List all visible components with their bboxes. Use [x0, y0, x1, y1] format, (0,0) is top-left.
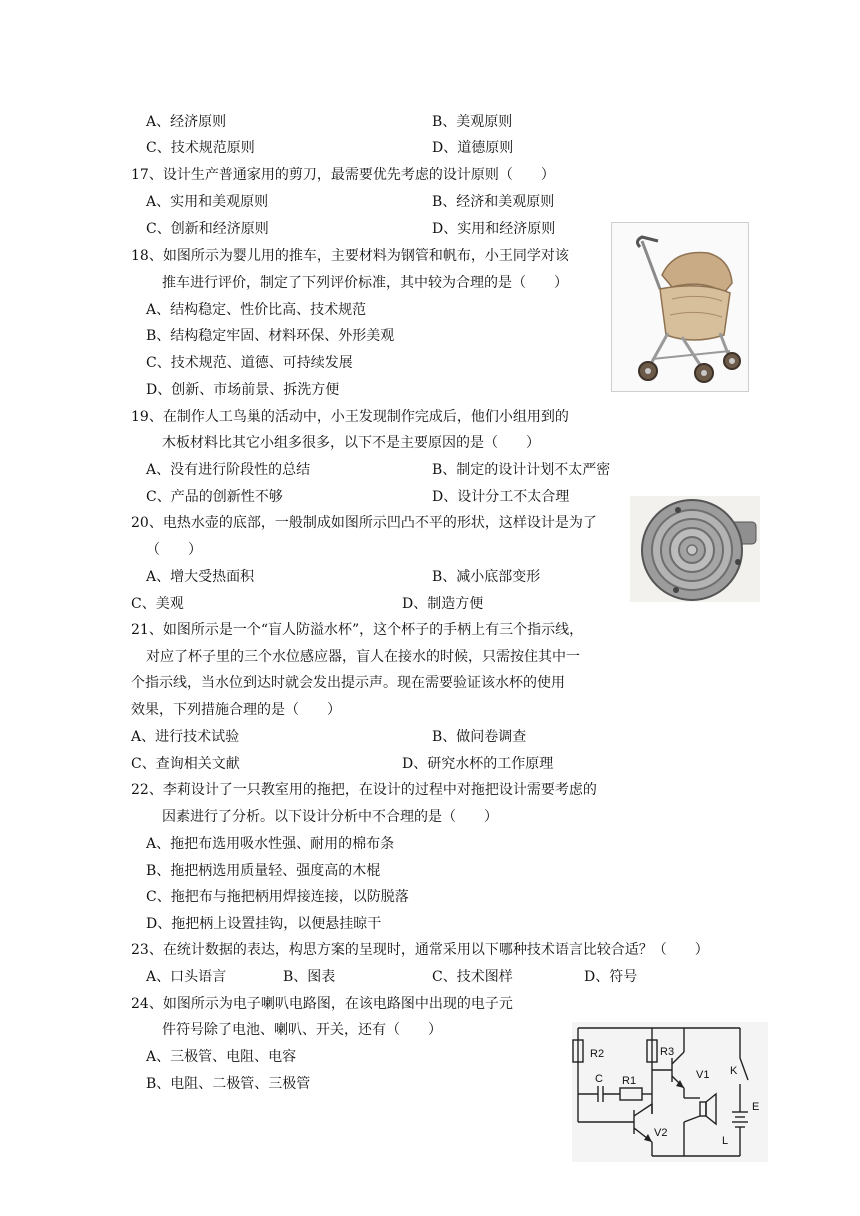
q21-stem-line3: 个指示线，当水位到达时就会发出提示声。现在需要验证该水杯的使用 [131, 675, 565, 691]
q18-option-c: C、技术规范、道德、可持续发展 [146, 355, 353, 371]
label-c: C [595, 1073, 603, 1085]
q21-option-b: B、做问卷调查 [432, 729, 527, 745]
q21-option-a: A、进行技术试验 [131, 729, 240, 745]
q22-option-c: C、拖把布与拖把柄用焊接连接，以防脱落 [146, 889, 409, 905]
q21-stem-line4: 效果，下列措施合理的是（ ） [131, 702, 341, 718]
q19-option-b: B、制定的设计计划不太严密 [432, 462, 611, 478]
q21-stem-line2: 对应了杯子里的三个水位感应器，盲人在接水的时候，只需按住其中一 [146, 649, 580, 665]
q20-option-a: A、增大受热面积 [146, 569, 255, 585]
option-b: B、美观原则 [432, 114, 513, 130]
q20-option-d: D、制造方便 [402, 596, 484, 612]
speaker-circuit-diagram [572, 1022, 768, 1162]
label-r1: R1 [622, 1075, 637, 1087]
q23-option-b: B、图表 [283, 969, 336, 985]
q23-stem: 23、在统计数据的表达，构思方案的呈现时，通常采用以下哪种技术语言比较合适？（ ） [131, 942, 709, 958]
option-a: A、经济原则 [146, 114, 227, 130]
kettle-bottom-image [630, 496, 760, 602]
q18-stem-line1: 18、如图所示为婴儿用的推车，主要材料为钢管和帆布，小王同学对该 [131, 248, 569, 264]
q24-stem-line1: 24、如图所示为电子喇叭电路图，在该电路图中出现的电子元 [131, 996, 513, 1012]
q19-stem-line2: 木板材料比其它小组多很多，以下不是主要原因的是（ ） [162, 435, 540, 451]
q21-option-d: D、研究水杯的工作原理 [402, 756, 554, 772]
q18-option-b: B、结构稳定牢固、材料环保、外形美观 [146, 328, 395, 344]
q18-stem-line2: 推车进行评价，制定了下列评价标准，其中较为合理的是（ ） [162, 275, 568, 291]
q23-option-c: C、技术图样 [432, 969, 513, 985]
label-e: E [752, 1101, 760, 1113]
q21-stem-line1: 21、如图所示是一个“盲人防溢水杯”，这个杯子的手柄上有三个指示线， [131, 622, 584, 638]
q22-stem-line2: 因素进行了分析。以下设计分析中不合理的是（ ） [162, 809, 498, 825]
option-c: C、技术规范原则 [146, 140, 255, 156]
q22-option-b: B、拖把柄选用质量轻、强度高的木棍 [146, 863, 381, 879]
label-v2: V2 [654, 1127, 668, 1139]
q22-option-a: A、拖把布选用吸水性强、耐用的棉布条 [146, 836, 395, 852]
q17-option-c: C、创新和经济原则 [146, 221, 269, 237]
q22-stem-line1: 22、李莉设计了一只教室用的拖把，在设计的过程中对拖把设计需要考虑的 [131, 782, 597, 798]
q23-option-d: D、符号 [584, 969, 638, 985]
q24-option-b: B、电阻、二极管、三极管 [146, 1076, 311, 1092]
q20-stem-line2: （ ） [146, 542, 202, 558]
q19-stem-line1: 19、在制作人工鸟巢的活动中，小王发现制作完成后，他们小组用到的 [131, 409, 569, 425]
label-r3: R3 [660, 1046, 675, 1058]
q17-option-b: B、经济和美观原则 [432, 194, 555, 210]
q17-option-a: A、实用和美观原则 [146, 194, 269, 210]
q17-stem: 17、设计生产普通家用的剪刀，最需要优先考虑的设计原则（ ） [131, 167, 555, 183]
q19-option-d: D、设计分工不太合理 [432, 489, 570, 505]
q22-option-d: D、拖把柄上设置挂钩，以便悬挂晾干 [146, 916, 382, 932]
option-d: D、道德原则 [432, 140, 514, 156]
label-r2: R2 [590, 1048, 605, 1060]
label-k: K [730, 1065, 738, 1077]
q18-option-a: A、结构稳定、性价比高、技术规范 [146, 302, 367, 318]
label-l: L [722, 1135, 729, 1147]
stroller-image [611, 222, 749, 392]
q21-option-c: C、查询相关文献 [131, 756, 240, 772]
q19-option-c: C、产品的创新性不够 [146, 489, 283, 505]
q20-option-c: C、美观 [131, 596, 184, 612]
q20-stem-line1: 20、电热水壶的底部，一般制成如图所示凹凸不平的形状，这样设计是为了 [131, 515, 597, 531]
q17-option-d: D、实用和经济原则 [432, 221, 556, 237]
label-v1: V1 [696, 1069, 710, 1081]
q24-option-a: A、三极管、电阻、电容 [146, 1049, 297, 1065]
q18-option-d: D、创新、市场前景、拆洗方便 [146, 382, 340, 398]
q24-stem-line2: 件符号除了电池、喇叭、开关，还有（ ） [162, 1022, 442, 1038]
q23-option-a: A、口头语言 [146, 969, 227, 985]
q19-option-a: A、没有进行阶段性的总结 [146, 462, 311, 478]
q20-option-b: B、减小底部变形 [432, 569, 541, 585]
